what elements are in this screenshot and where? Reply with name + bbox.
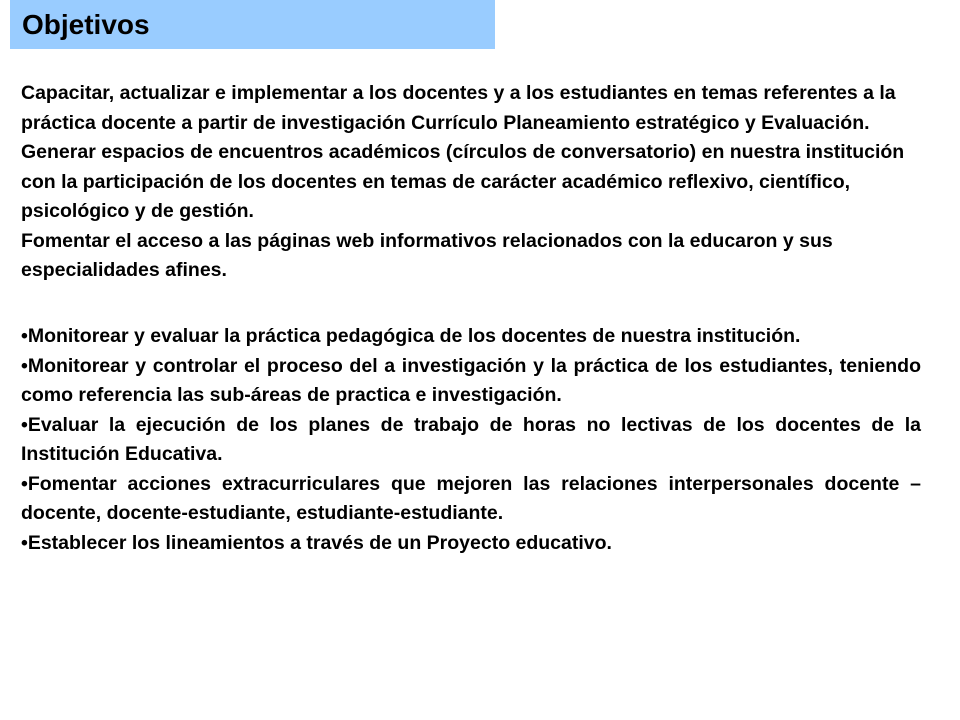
intro-paragraphs <box>21 79 941 286</box>
bullet-list <box>21 322 921 558</box>
bullet-item: •Establecer los lineamientos a través de un Proyecto educativo. <box>21 531 612 554</box>
slide-title: Objetivos <box>22 9 150 40</box>
bullet-item: •Fomentar acciones extracurriculares que mejoren las relaciones interpersonales docente –docente, docente-estudiante, estudiante-estudiante. <box>21 472 921 524</box>
bullet-item: •Monitorear y controlar el proceso del a investigación y la práctica de los estudiantes, teniendo como referencia las sub-áreas de practica e investigación. <box>21 354 921 406</box>
intro-paragraph: Generar espacios de encuentros académicos (círculos de conversatorio) en nuestra institución con la participación de los docentes en temas de carácter académico reflexivo, científico, psicológico y de gestión. <box>21 141 905 222</box>
bullet-item: •Monitorear y evaluar la práctica pedagógica de los docentes de nuestra institución. <box>21 325 801 347</box>
intro-paragraph: Fomentar el acceso a las páginas web informativos relacionados con la educaron y sus especialidades afines. <box>21 229 833 281</box>
intro-paragraph: Capacitar, actualizar e implementar a los docentes y a los estudiantes en temas referentes a la práctica docente a partir de investigación Currículo Planeamiento estratégico y Evaluación. <box>21 82 896 134</box>
title-bar <box>10 0 495 49</box>
bullet-item: •Evaluar la ejecución de los planes de trabajo de horas no lectivas de los docentes de la Institución Educativa. <box>21 413 921 465</box>
